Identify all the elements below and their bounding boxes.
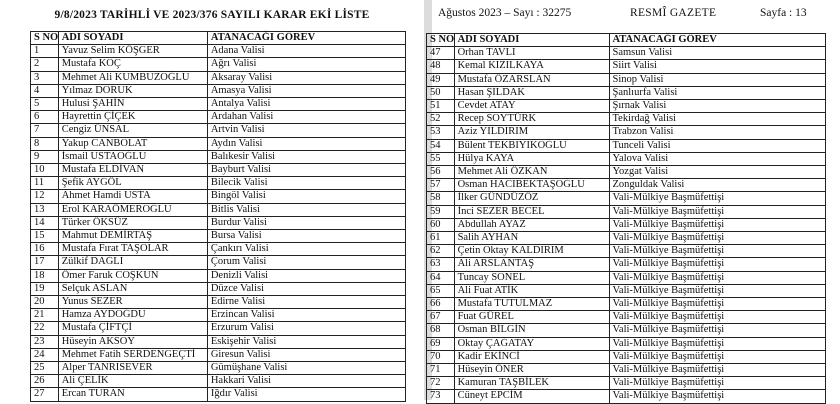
cell-adi-soyadi: Hasan ŞILDAK xyxy=(454,86,609,99)
cell-adi-soyadi: Yılmaz DORUK xyxy=(58,84,207,97)
cell-adi-soyadi: Mehmet Fatih SERDENGEÇTİ xyxy=(58,348,207,361)
cell-s-no: 50 xyxy=(427,86,455,99)
table-row xyxy=(31,177,406,190)
cell-atanacagi-gorev: Ardahan Valisi xyxy=(207,111,405,124)
table-row xyxy=(31,348,406,361)
cell-atanacagi-gorev: Vali-Mülkiye Başmüfettişi xyxy=(609,284,826,297)
cell-s-no: 24 xyxy=(31,348,59,361)
cell-adi-soyadi: Erol KARAÖMEROĞLU xyxy=(58,203,207,216)
cell-atanacagi-gorev: Iğdır Valisi xyxy=(207,388,405,401)
cell-atanacagi-gorev: Vali-Mülkiye Başmüfettişi xyxy=(609,298,826,311)
table-row xyxy=(31,190,406,203)
cell-s-no: 66 xyxy=(427,298,455,311)
cell-adi-soyadi: Hayrettin ÇİÇEK xyxy=(58,111,207,124)
cell-atanacagi-gorev: Vali-Mülkiye Başmüfettişi xyxy=(609,390,826,403)
cell-atanacagi-gorev: Vali-Mülkiye Başmüfettişi xyxy=(609,377,826,390)
issue-date-number: Ağustos 2023 – Sayı : 32275 xyxy=(438,7,572,19)
cell-s-no: 10 xyxy=(31,164,59,177)
cell-atanacagi-gorev: Antalya Valisi xyxy=(207,98,405,111)
cell-atanacagi-gorev: Eskişehir Valisi xyxy=(207,335,405,348)
cell-adi-soyadi: Mehmet Ali KUMBUZOĞLU xyxy=(58,71,207,84)
cell-adi-soyadi: İnci SEZER BECEL xyxy=(454,205,609,218)
cell-adi-soyadi: Cengiz ÜNSAL xyxy=(58,124,207,137)
cell-adi-soyadi: Alper TANRISEVER xyxy=(58,362,207,375)
cell-atanacagi-gorev: Trabzon Valisi xyxy=(609,126,826,139)
cell-s-no: 63 xyxy=(427,258,455,271)
cell-adi-soyadi: Mahmut DEMİRTAŞ xyxy=(58,230,207,243)
cell-s-no: 61 xyxy=(427,232,455,245)
cell-s-no: 62 xyxy=(427,245,455,258)
appointment-table-left xyxy=(30,31,406,402)
table-row xyxy=(427,258,826,271)
cell-s-no: 48 xyxy=(427,60,455,73)
table-row xyxy=(31,375,406,388)
cell-s-no: 8 xyxy=(31,137,59,150)
list-title: 9/8/2023 TARİHLİ VE 2023/376 SAYILI KARAR EKİ LİSTE xyxy=(54,9,370,21)
table-row xyxy=(427,152,826,165)
table-row xyxy=(427,166,826,179)
cell-adi-soyadi: İlker GÜNDÜZÖZ xyxy=(454,192,609,205)
cell-s-no: 14 xyxy=(31,216,59,229)
table-row xyxy=(31,335,406,348)
cell-s-no: 12 xyxy=(31,190,59,203)
table-row xyxy=(31,45,406,58)
cell-adi-soyadi: Cüneyt EPCİM xyxy=(454,390,609,403)
cell-atanacagi-gorev: Ağrı Valisi xyxy=(207,58,405,71)
cell-s-no: 64 xyxy=(427,271,455,284)
left-page xyxy=(0,0,424,400)
cell-adi-soyadi: Abdullah AYAZ xyxy=(454,218,609,231)
table-row xyxy=(427,205,826,218)
cell-atanacagi-gorev: Tekirdağ Valisi xyxy=(609,113,826,126)
header-atanacagi-gorev: ATANACAĞI GÖREV xyxy=(609,34,826,47)
cell-atanacagi-gorev: Edirne Valisi xyxy=(207,296,405,309)
cell-s-no: 67 xyxy=(427,311,455,324)
cell-atanacagi-gorev: Çorum Valisi xyxy=(207,256,405,269)
table-row xyxy=(31,216,406,229)
table-row xyxy=(427,100,826,113)
cell-adi-soyadi: Mehmet Ali ÖZKAN xyxy=(454,166,609,179)
table-row xyxy=(31,388,406,401)
header-adi-soyadi: ADI SOYADI xyxy=(454,34,609,47)
cell-atanacagi-gorev: Gümüşhane Valisi xyxy=(207,362,405,375)
table-row xyxy=(427,47,826,60)
cell-atanacagi-gorev: Vali-Mülkiye Başmüfettişi xyxy=(609,324,826,337)
cell-atanacagi-gorev: Bursa Valisi xyxy=(207,230,405,243)
cell-atanacagi-gorev: Vali-Mülkiye Başmüfettişi xyxy=(609,337,826,350)
cell-atanacagi-gorev: Bitlis Valisi xyxy=(207,203,405,216)
cell-atanacagi-gorev: Artvin Valisi xyxy=(207,124,405,137)
cell-s-no: 53 xyxy=(427,126,455,139)
table-row xyxy=(427,218,826,231)
cell-s-no: 58 xyxy=(427,192,455,205)
cell-s-no: 47 xyxy=(427,47,455,60)
cell-s-no: 15 xyxy=(31,230,59,243)
table-header-row xyxy=(31,32,406,45)
cell-s-no: 11 xyxy=(31,177,59,190)
table-row xyxy=(31,203,406,216)
cell-atanacagi-gorev: Erzurum Valisi xyxy=(207,322,405,335)
cell-atanacagi-gorev: Erzincan Valisi xyxy=(207,309,405,322)
cell-s-no: 65 xyxy=(427,284,455,297)
cell-s-no: 22 xyxy=(31,322,59,335)
cell-adi-soyadi: Kamuran TAŞBİLEK xyxy=(454,377,609,390)
cell-s-no: 20 xyxy=(31,296,59,309)
table-row xyxy=(427,192,826,205)
cell-s-no: 26 xyxy=(31,375,59,388)
cell-s-no: 3 xyxy=(31,71,59,84)
table-row xyxy=(31,230,406,243)
cell-adi-soyadi: Şefik AYGÖL xyxy=(58,177,207,190)
table-row xyxy=(31,150,406,163)
cell-s-no: 69 xyxy=(427,337,455,350)
cell-s-no: 71 xyxy=(427,364,455,377)
table-row xyxy=(427,337,826,350)
cell-adi-soyadi: Mustafa ELDİVAN xyxy=(58,164,207,177)
cell-adi-soyadi: Ömer Faruk COŞKUN xyxy=(58,269,207,282)
cell-adi-soyadi: Yunus SEZER xyxy=(58,296,207,309)
cell-atanacagi-gorev: Zonguldak Valisi xyxy=(609,179,826,192)
cell-adi-soyadi: Yavuz Selim KÖŞGER xyxy=(58,45,207,58)
cell-s-no: 7 xyxy=(31,124,59,137)
table-row xyxy=(31,84,406,97)
table-row xyxy=(427,60,826,73)
cell-adi-soyadi: Ali ARSLANTAŞ xyxy=(454,258,609,271)
cell-atanacagi-gorev: Şanlıurfa Valisi xyxy=(609,86,826,99)
cell-adi-soyadi: Hüseyin ÖNER xyxy=(454,364,609,377)
table-row xyxy=(31,164,406,177)
cell-atanacagi-gorev: Vali-Mülkiye Başmüfettişi xyxy=(609,205,826,218)
table-row xyxy=(427,350,826,363)
cell-s-no: 59 xyxy=(427,205,455,218)
cell-s-no: 6 xyxy=(31,111,59,124)
table-row xyxy=(31,309,406,322)
table-header-row xyxy=(427,34,826,47)
cell-atanacagi-gorev: Vali-Mülkiye Başmüfettişi xyxy=(609,350,826,363)
cell-adi-soyadi: Kemal KIZILKAYA xyxy=(454,60,609,73)
table-row xyxy=(427,86,826,99)
cell-adi-soyadi: Aziz YILDIRIM xyxy=(454,126,609,139)
cell-adi-soyadi: Çetin Oktay KALDIRIM xyxy=(454,245,609,258)
cell-atanacagi-gorev: Düzce Valisi xyxy=(207,282,405,295)
cell-adi-soyadi: Oktay ÇAĞATAY xyxy=(454,337,609,350)
table-row xyxy=(427,284,826,297)
cell-atanacagi-gorev: Bingöl Valisi xyxy=(207,190,405,203)
cell-adi-soyadi: Cevdet ATAY xyxy=(454,100,609,113)
cell-adi-soyadi: Tuncay SONEL xyxy=(454,271,609,284)
cell-s-no: 21 xyxy=(31,309,59,322)
table-row xyxy=(427,245,826,258)
gazette-name: RESMÎ GAZETE xyxy=(630,7,717,19)
table-row xyxy=(31,269,406,282)
cell-s-no: 73 xyxy=(427,390,455,403)
cell-adi-soyadi: Recep SOYTÜRK xyxy=(454,113,609,126)
cell-s-no: 27 xyxy=(31,388,59,401)
cell-adi-soyadi: Mustafa ÇİFTÇİ xyxy=(58,322,207,335)
cell-s-no: 60 xyxy=(427,218,455,231)
cell-adi-soyadi: Hamza AYDOĞDU xyxy=(58,309,207,322)
table-row xyxy=(427,139,826,152)
header-atanacagi-gorev: ATANACAĞI GÖREV xyxy=(207,32,405,45)
table-row xyxy=(427,271,826,284)
cell-atanacagi-gorev: Giresun Valisi xyxy=(207,348,405,361)
cell-s-no: 23 xyxy=(31,335,59,348)
cell-adi-soyadi: Fuat GÜREL xyxy=(454,311,609,324)
cell-atanacagi-gorev: Vali-Mülkiye Başmüfettişi xyxy=(609,245,826,258)
cell-atanacagi-gorev: Vali-Mülkiye Başmüfettişi xyxy=(609,311,826,324)
cell-atanacagi-gorev: Siirt Valisi xyxy=(609,60,826,73)
cell-s-no: 19 xyxy=(31,282,59,295)
header-adi-soyadi: ADI SOYADI xyxy=(58,32,207,45)
table-row xyxy=(427,364,826,377)
cell-atanacagi-gorev: Bilecik Valisi xyxy=(207,177,405,190)
cell-s-no: 54 xyxy=(427,139,455,152)
cell-atanacagi-gorev: Vali-Mülkiye Başmüfettişi xyxy=(609,192,826,205)
cell-atanacagi-gorev: Aksaray Valisi xyxy=(207,71,405,84)
table-row xyxy=(31,98,406,111)
cell-s-no: 17 xyxy=(31,256,59,269)
cell-s-no: 4 xyxy=(31,84,59,97)
right-page xyxy=(432,0,840,400)
cell-adi-soyadi: Hüseyin AKSOY xyxy=(58,335,207,348)
cell-atanacagi-gorev: Çankırı Valisi xyxy=(207,243,405,256)
table-row xyxy=(31,296,406,309)
cell-s-no: 57 xyxy=(427,179,455,192)
cell-adi-soyadi: Selçuk ASLAN xyxy=(58,282,207,295)
cell-s-no: 52 xyxy=(427,113,455,126)
table-row xyxy=(31,243,406,256)
table-row xyxy=(31,362,406,375)
cell-s-no: 25 xyxy=(31,362,59,375)
cell-adi-soyadi: Ali Fuat ATİK xyxy=(454,284,609,297)
cell-s-no: 13 xyxy=(31,203,59,216)
cell-adi-soyadi: Kadir EKİNCİ xyxy=(454,350,609,363)
cell-s-no: 1 xyxy=(31,45,59,58)
cell-s-no: 51 xyxy=(427,100,455,113)
cell-s-no: 68 xyxy=(427,324,455,337)
cell-adi-soyadi: Türker ÖKSÜZ xyxy=(58,216,207,229)
cell-adi-soyadi: Salih AYHAN xyxy=(454,232,609,245)
table-row xyxy=(427,179,826,192)
table-row xyxy=(31,137,406,150)
cell-adi-soyadi: Hulusi ŞAHİN xyxy=(58,98,207,111)
cell-s-no: 16 xyxy=(31,243,59,256)
cell-adi-soyadi: İsmail USTAOĞLU xyxy=(58,150,207,163)
cell-atanacagi-gorev: Sinop Valisi xyxy=(609,73,826,86)
cell-atanacagi-gorev: Denizli Valisi xyxy=(207,269,405,282)
table-row xyxy=(31,111,406,124)
cell-adi-soyadi: Osman BİLGİN xyxy=(454,324,609,337)
table-row xyxy=(427,73,826,86)
cell-adi-soyadi: Ali ÇELİK xyxy=(58,375,207,388)
cell-atanacagi-gorev: Burdur Valisi xyxy=(207,216,405,229)
table-row xyxy=(427,113,826,126)
cell-adi-soyadi: Zülkif DAĞLI xyxy=(58,256,207,269)
table-row xyxy=(427,390,826,403)
cell-atanacagi-gorev: Tunceli Valisi xyxy=(609,139,826,152)
cell-s-no: 49 xyxy=(427,73,455,86)
table-row xyxy=(427,232,826,245)
table-row xyxy=(31,282,406,295)
header-s-no: S NO xyxy=(31,32,59,45)
cell-atanacagi-gorev: Vali-Mülkiye Başmüfettişi xyxy=(609,232,826,245)
gazette-header xyxy=(432,3,840,25)
cell-atanacagi-gorev: Aydın Valisi xyxy=(207,137,405,150)
appointment-table-right xyxy=(426,33,826,404)
cell-adi-soyadi: Mustafa Fırat TAŞOLAR xyxy=(58,243,207,256)
cell-atanacagi-gorev: Hakkari Valisi xyxy=(207,375,405,388)
cell-s-no: 70 xyxy=(427,350,455,363)
cell-s-no: 2 xyxy=(31,58,59,71)
page-number: Sayfa : 13 xyxy=(760,7,807,19)
table-row xyxy=(427,126,826,139)
cell-s-no: 56 xyxy=(427,166,455,179)
cell-s-no: 18 xyxy=(31,269,59,282)
cell-adi-soyadi: Mustafa KOÇ xyxy=(58,58,207,71)
cell-adi-soyadi: Ercan TURAN xyxy=(58,388,207,401)
cell-atanacagi-gorev: Yozgat Valisi xyxy=(609,166,826,179)
cell-atanacagi-gorev: Vali-Mülkiye Başmüfettişi xyxy=(609,271,826,284)
table-row xyxy=(31,124,406,137)
cell-atanacagi-gorev: Vali-Mülkiye Başmüfettişi xyxy=(609,218,826,231)
table-row xyxy=(427,298,826,311)
cell-adi-soyadi: Yakup CANBOLAT xyxy=(58,137,207,150)
cell-adi-soyadi: Bülent TEKBIYIKOĞLU xyxy=(454,139,609,152)
cell-atanacagi-gorev: Balıkesir Valisi xyxy=(207,150,405,163)
cell-adi-soyadi: Mustafa TUTULMAZ xyxy=(454,298,609,311)
cell-adi-soyadi: Mustafa ÖZARSLAN xyxy=(454,73,609,86)
table-row xyxy=(31,322,406,335)
cell-adi-soyadi: Ahmet Hamdi USTA xyxy=(58,190,207,203)
table-row xyxy=(31,71,406,84)
cell-atanacagi-gorev: Adana Valisi xyxy=(207,45,405,58)
cell-adi-soyadi: Hülya KAYA xyxy=(454,152,609,165)
cell-s-no: 55 xyxy=(427,152,455,165)
cell-atanacagi-gorev: Bayburt Valisi xyxy=(207,164,405,177)
table-row xyxy=(31,58,406,71)
cell-adi-soyadi: Osman HACIBEKTAŞOĞLU xyxy=(454,179,609,192)
table-row xyxy=(31,256,406,269)
cell-atanacagi-gorev: Şırnak Valisi xyxy=(609,100,826,113)
cell-s-no: 5 xyxy=(31,98,59,111)
cell-s-no: 9 xyxy=(31,150,59,163)
cell-adi-soyadi: Orhan TAVLI xyxy=(454,47,609,60)
cell-atanacagi-gorev: Yalova Valisi xyxy=(609,152,826,165)
header-s-no: S NO xyxy=(427,34,455,47)
cell-s-no: 72 xyxy=(427,377,455,390)
cell-atanacagi-gorev: Amasya Valisi xyxy=(207,84,405,97)
cell-atanacagi-gorev: Vali-Mülkiye Başmüfettişi xyxy=(609,258,826,271)
table-row xyxy=(427,324,826,337)
table-row xyxy=(427,311,826,324)
table-row xyxy=(427,377,826,390)
cell-atanacagi-gorev: Samsun Valisi xyxy=(609,47,826,60)
cell-atanacagi-gorev: Vali-Mülkiye Başmüfettişi xyxy=(609,364,826,377)
